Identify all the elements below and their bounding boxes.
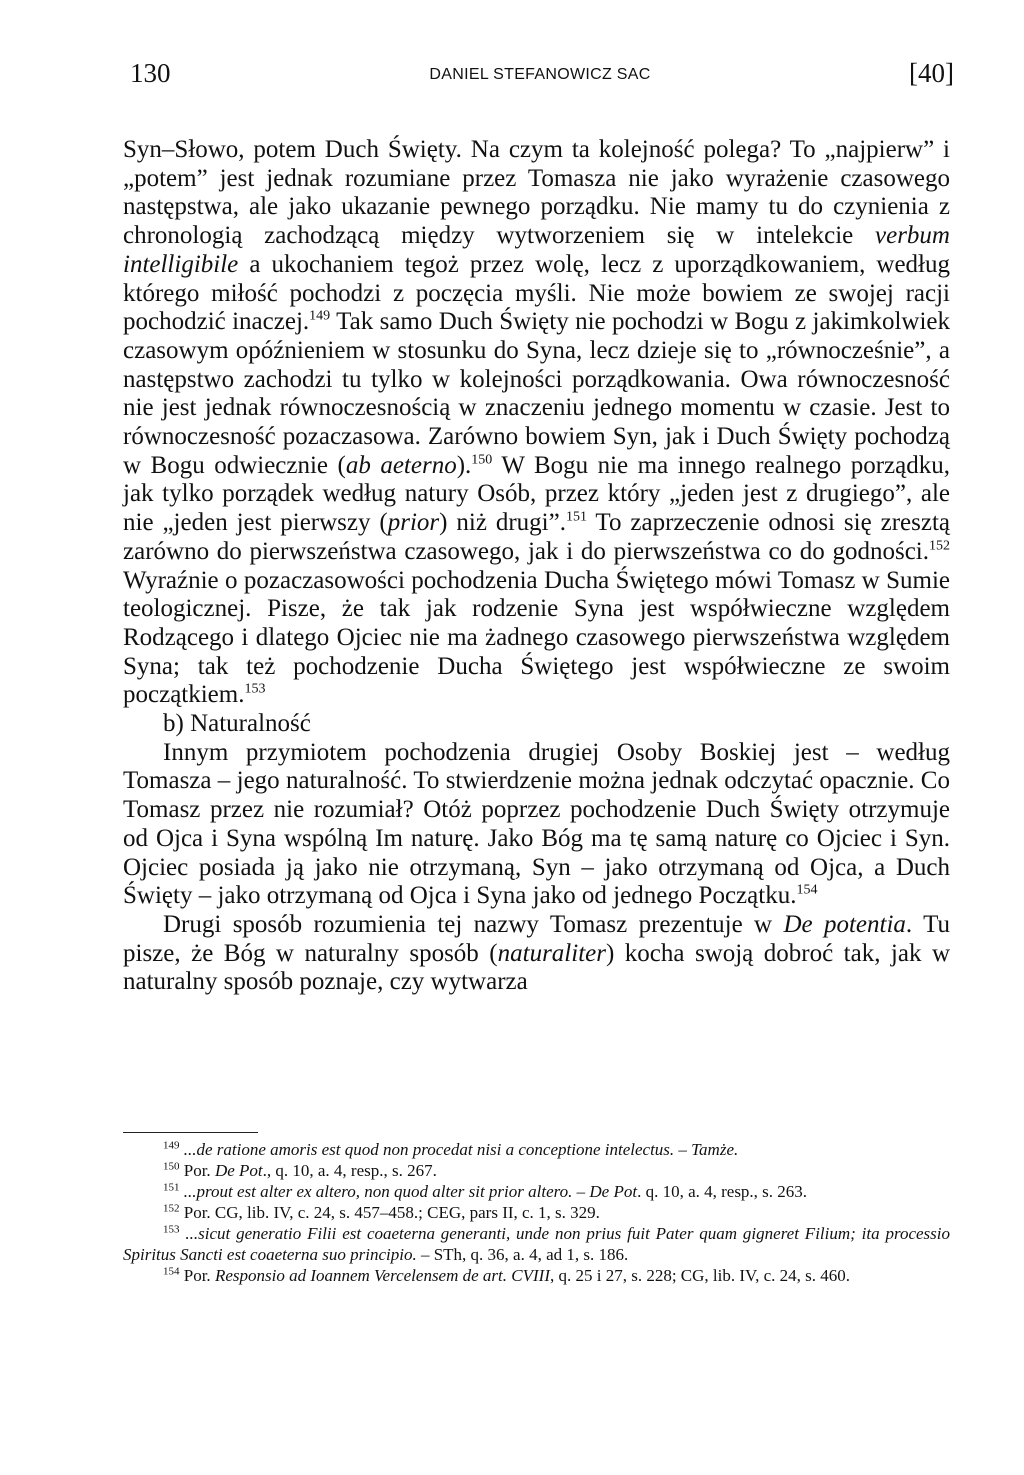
italic-term: De potentia — [783, 910, 906, 938]
footnote-rule — [123, 1132, 258, 1133]
section-subheading: b) Naturalność — [163, 710, 311, 738]
text-span: To zaprzeczenie odnosi się zresztą zarówno do pierwszeństwa czasowego, jak i do pierwszeństwa co do godności. — [123, 509, 950, 565]
page-reference: [40] — [909, 58, 954, 88]
footnote-text: Por. — [183, 1266, 215, 1285]
text-span: a ukochaniem tegoż przez wolę, lecz z uporządkowaniem, według którego miłość pochodzi z poczęcia myśli. Nie może bowiem ze swojej racji pochodzić inaczej. — [123, 250, 950, 336]
italic-term: naturaliter — [497, 939, 606, 967]
footnote-ref-154: 154 — [796, 882, 818, 898]
footnote-ref-151: 151 — [565, 509, 587, 525]
italic-term: ab aeterno — [345, 451, 457, 479]
footnote-text: Por. — [183, 1161, 215, 1180]
footnote-152 — [123, 1202, 950, 1223]
footnote-150 — [123, 1160, 950, 1181]
footnote-italic: Responsio ad Ioannem Vercelensem de art. CVIII — [214, 1266, 550, 1285]
footnote-italic: ...sicut generatio Filii est coaeterna generanti, unde non prius fuit Pater quam gigneret Filium; ita processio Spiritus Sancti est coaeterna suo principio. — [123, 1224, 950, 1264]
footnote-text: – STh, q. 36, a. 4, ad 1, s. 186. — [416, 1245, 629, 1264]
text-span: Drugi sposób rozumienia tej nazwy Tomasz prezentuje w — [163, 910, 784, 938]
text-span: ). — [456, 451, 472, 479]
footnote-ref-152: 152 — [929, 538, 950, 554]
footnotes — [123, 1132, 950, 1286]
page-header — [126, 58, 954, 98]
footnote-number: 153 — [163, 1223, 180, 1236]
text-span: Wyraźnie o pozaczasowości pochodzenia Ducha Świętego mówi Tomasz w Sumie teologicznej. Pisze, że tak jak rodzenie Syna jest współwieczne względem Rodzącego i dlatego Ojciec nie ma żadnego czasowego pierwszeństwa względem Syna; tak też pochodzenie Ducha Świętego jest współwieczne ze swoim początkiem. — [123, 566, 950, 709]
text-span: W Bogu nie ma innego realnego porządku, jak tylko porządek według natury Osób, przez który „jeden jest z drugiego”, ale nie „jeden jest pierwszy ( — [123, 451, 950, 537]
footnote-number: 152 — [163, 1202, 180, 1215]
footnote-text: ., q. 10, a. 4, resp., s. 267. — [262, 1161, 437, 1180]
footnote-153 — [123, 1223, 950, 1265]
footnote-ref-149: 149 — [309, 308, 331, 324]
text-span: Syn–Słowo, potem Duch Święty. Na czym ta kolejność polega? To „najpierw” i „potem” jest jednak rozumiane przez Tomasza nie jako wyrażenie czasowego następstwa, ale jako ukazanie pewnego porządku. Nie mamy tu do czynienia z chronologią zachodzącą między wytworzeniem się w intelekcie — [123, 136, 950, 250]
text-span: Tak samo Duch Święty nie pochodzi w Bogu z jakimkolwiek czasowym opóźnieniem w stosunku do Syna, lecz dzieje się to „równocześnie”, a następstwo zachodzi tu tylko w kolejności porządkowania. Owa równoczesność nie jest jednak równoczesnością w znaczeniu jednego momentu w czasie. Jest to równoczesność pozaczasowa. Zarówno bowiem Syn, jak i Duch Święty pochodzą w Bogu odwiecznie ( — [123, 308, 950, 479]
text-span: ) niż drugi”. — [439, 509, 566, 537]
page-number: 130 — [130, 58, 171, 88]
text-span: Innym przymiotem pochodzenia drugiej Osoby Boskiej jest – według Tomasza – jego naturalność. To stwierdzenie można jednak odczytać opacznie. Co Tomasz przez nie rozumiał? Otóż poprzez pochodzenie Duch Święty otrzymuje od Ojca i Syna wspólną Im naturę. Jako Bóg ma tę samą naturę co Ojciec i Syn. Ojciec posiada ją jako nie otrzymaną, Syn – jako otrzymaną od Ojca, a Duch Święty – jako otrzymaną od Ojca i Syna jako od jednego Początku. — [123, 738, 950, 910]
paragraph-3 — [123, 911, 950, 997]
footnote-151 — [123, 1181, 950, 1202]
footnote-number: 151 — [163, 1181, 180, 1194]
main-text — [123, 136, 950, 997]
footnote-text: . q. 10, a. 4, resp., s. 263. — [637, 1182, 808, 1201]
running-head: DANIEL STEFANOWICZ SAC — [429, 66, 651, 83]
footnote-italic: ...prout est alter ex altero, non quod alter sit prior altero. – De Pot — [183, 1182, 638, 1201]
footnote-149 — [123, 1139, 950, 1160]
footnote-text: ...de ratione amoris est quod non procedat nisi a conceptione intelectus. – Tamże. — [183, 1140, 739, 1159]
text-span: ) kocha swoją dobroć tak, jak w naturalny sposób poznaje, czy wytwarza — [123, 939, 951, 996]
paragraph-1 — [123, 136, 950, 710]
footnote-number: 149 — [163, 1139, 180, 1152]
italic-term: prior — [387, 509, 440, 537]
footnote-154 — [123, 1265, 950, 1286]
footnote-text: Por. CG, lib. IV, c. 24, s. 457–458.; CEG, pars II, c. 1, s. 329. — [183, 1203, 600, 1222]
footnote-italic: De Pot — [214, 1161, 263, 1180]
footnote-ref-150: 150 — [471, 452, 493, 468]
footnote-number: 154 — [163, 1265, 180, 1278]
paragraph-2 — [123, 739, 950, 911]
footnote-text: , q. 25 i 27, s. 228; CG, lib. IV, c. 24, s. 460. — [549, 1266, 851, 1285]
text-span: . Tu pisze, że Bóg w naturalny sposób ( — [123, 910, 950, 967]
footnote-ref-153: 153 — [244, 682, 266, 698]
italic-term: verbum intelligibile — [123, 222, 950, 278]
footnote-number: 150 — [163, 1160, 180, 1173]
